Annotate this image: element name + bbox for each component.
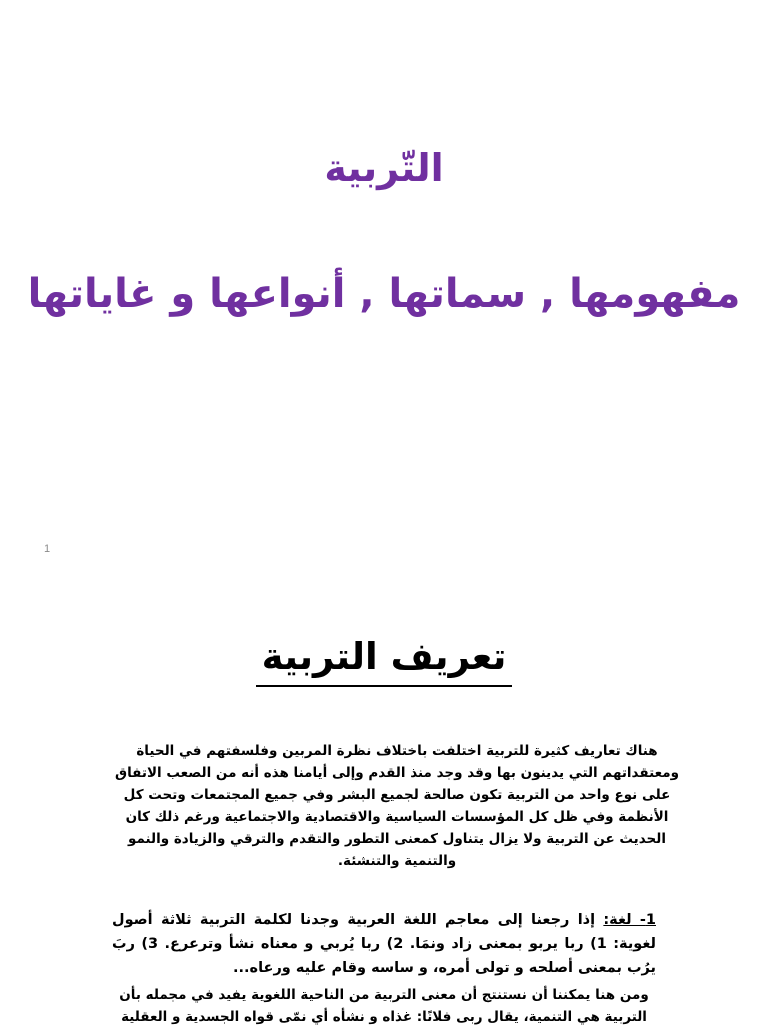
slide-subtitle: مفهومها , سماتها , أنواعها و غاياتها [27, 271, 741, 317]
conclusion-paragraph: ومن هنا يمكننا أن نستنتج أن معنى التربية من الناحية اللغوية يفيد في مجمله بأن التربية هي التنمية، يقال ربى فلانًا: غذاه و نشأه أي نمّى قواه الجسدية و العقلية [119, 987, 649, 1025]
slide-title: التّربية [324, 146, 444, 190]
section-heading [0, 636, 768, 687]
lexical-definition-label: 1- لغة: [603, 912, 656, 928]
intro-paragraph: هناك تعاريف كثيرة للتربية اختلفت باختلاف نظرة المربين وفلسفتهم في الحياة ومعتقداتهم التي يدينون بها وقد وجد منذ القدم وإلى أيامنا هذه أنه من الصعب الاتفاق على نوع واحد من التربية تكون صالحة لجميع البشر وفي جميع المجتمعات وتحت كل الأنظمة وفي ظل كل المؤسسات السياسية والاقتصادية والاجتماعية ورغم ذلك كان الحديث عن التربية ولا يزال يتناول كمعنى التطور والتقدم والترقي والزيادة والنمو والتنمية والتنشئة. [115, 743, 679, 869]
page-number: 1 [44, 543, 51, 555]
section-heading-text: تعريف التربية [256, 636, 513, 687]
lexical-definition-text: إذا رجعنا إلى معاجم اللغة العربية وجدنا لكلمة التربية ثلاثة أصول لغوية: 1) ربا يربو بمعنى زاد ونمَا. 2) ربا يُربي و معناه نشأ وترعرع. 3) ربَ يرُب بمعنى أصلحه و تولى أمره، و ساسه وقام عليه ورعاه... [112, 912, 657, 976]
lexical-definition-paragraph [112, 908, 656, 980]
